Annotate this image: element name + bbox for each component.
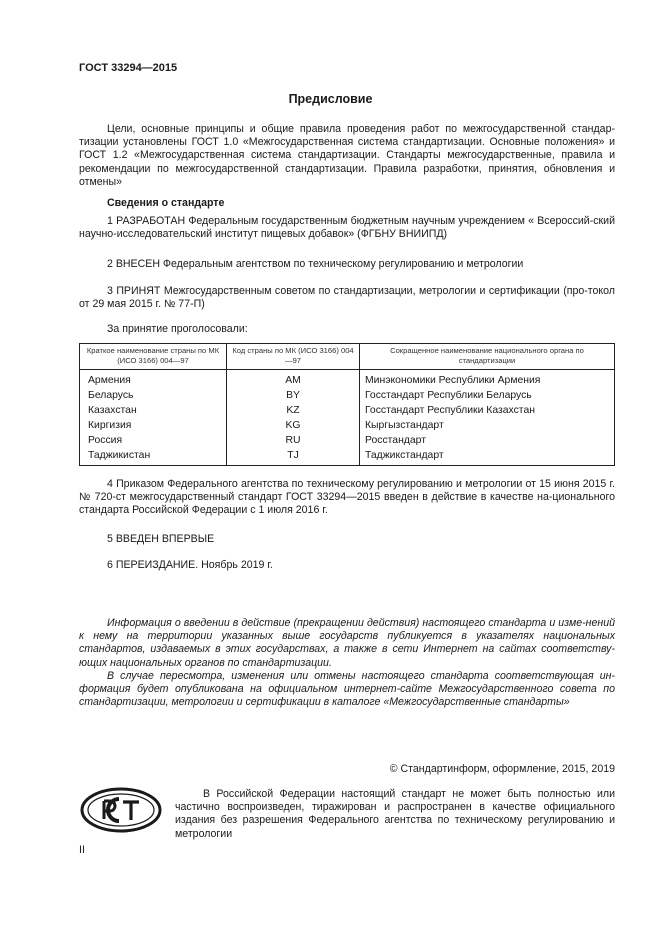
item-reissue: 6 ПЕРЕИЗДАНИЕ. Ноябрь 2019 г. (107, 559, 273, 571)
table-row (80, 388, 615, 403)
info-paragraph: Информация о введении в действие (прекращении действия) настоящего стандарта и изме-нений к нему на территории указанных выше государств публикуется в указателях национальных стандартов, издаваемых в этих государствах, а также в сети Интернет на сайтах соответству-ющих национальных органов по стандартизации. (79, 617, 615, 669)
document-code: ГОСТ 33294—2015 (79, 62, 178, 74)
page-title: Предисловие (288, 92, 373, 106)
table-row (80, 433, 615, 448)
votes-intro: За принятие проголосовали: (107, 323, 248, 335)
column-header-agency: Сокращенное наименование национального органа по стандартизации (360, 344, 615, 370)
copyright-notice: В Российской Федерации настоящий стандарт не может быть полностью или частично воспроизведен, тиражирован и распространен в качестве официального издания без разрешения Федерального агентства по техническому регулированию и метрологии (175, 788, 615, 840)
item-developed: 1 РАЗРАБОТАН Федеральным государственным бюджетным научным учреждением « Всероссий-ский научно-исследовательский институт пищевых добавок» (ФГБНУ ВНИИПД) (79, 215, 615, 241)
table-row (80, 403, 615, 418)
item-submitted: 2 ВНЕСЕН Федеральным агентством по техническому регулированию и метрологии (107, 258, 524, 270)
item-first-introduced: 5 ВВЕДЕН ВПЕРВЫЕ (107, 533, 215, 545)
country-cell: Беларусь (80, 388, 227, 403)
agency-cell: Минэкономики Республики Армения (360, 370, 615, 389)
agency-cell: Росстандарт (360, 433, 615, 448)
table-row (80, 448, 615, 466)
page-number: II (79, 844, 85, 856)
table-row (80, 418, 615, 433)
table-header-row (80, 344, 615, 370)
agency-cell: Кыргызстандарт (360, 418, 615, 433)
code-cell: KG (227, 418, 360, 433)
rst-logo-icon (79, 786, 163, 834)
item-adopted: 3 ПРИНЯТ Межгосударственным советом по стандартизации, метрологии и сертификации (про-токол от 29 мая 2015 г. № 77-П) (79, 285, 615, 311)
country-cell: Казахстан (80, 403, 227, 418)
copyright-line: © Стандартинформ, оформление, 2015, 2019 (389, 763, 615, 775)
country-cell: Киргизия (80, 418, 227, 433)
revision-paragraph: В случае пересмотра, изменения или отмены настоящего стандарта соответствующая ин-формация будет опубликована на официальном интернет-сайте Межгосударственного совета по стандартизации, метрологии и сертификации в каталоге «Межгосударственные стандарты» (79, 670, 615, 709)
item-enacted: 4 Приказом Федерального агентства по техническому регулированию и метрологии от 15 июня 2015 г. № 720-ст межгосударственный стандарт ГОСТ 33294—2015 введен в действие в качестве на-ционального стандарта Российской Федерации с 1 июля 2016 г. (79, 478, 615, 517)
code-cell: TJ (227, 448, 360, 466)
country-cell: Таджикистан (80, 448, 227, 466)
agency-cell: Госстандарт Республики Казахстан (360, 403, 615, 418)
column-header-code: Код страны по МК (ИСО 3166) 004—97 (227, 344, 360, 370)
section-heading: Сведения о стандарте (107, 197, 225, 209)
code-cell: KZ (227, 403, 360, 418)
column-header-country: Краткое наименование страны по МК (ИСО 3166) 004—97 (80, 344, 227, 370)
code-cell: BY (227, 388, 360, 403)
voting-table (79, 343, 615, 466)
intro-paragraph: Цели, основные принципы и общие правила проведения работ по межгосударственной стандар-тизации установлены ГОСТ 1.0 «Межгосударственная система стандартизации. Основные положения» и ГОСТ 1.2 «Межгосударственная система стандартизации. Стандарты межгосударственные, правила и рекомендации по межгосударственной стандартизации. Правила разработки, принятия, обновления и отмены» (79, 123, 615, 188)
code-cell: RU (227, 433, 360, 448)
country-cell: Россия (80, 433, 227, 448)
country-cell: Армения (80, 370, 227, 389)
agency-cell: Госстандарт Республики Беларусь (360, 388, 615, 403)
agency-cell: Таджикстандарт (360, 448, 615, 466)
table-row (80, 370, 615, 389)
code-cell: AM (227, 370, 360, 389)
